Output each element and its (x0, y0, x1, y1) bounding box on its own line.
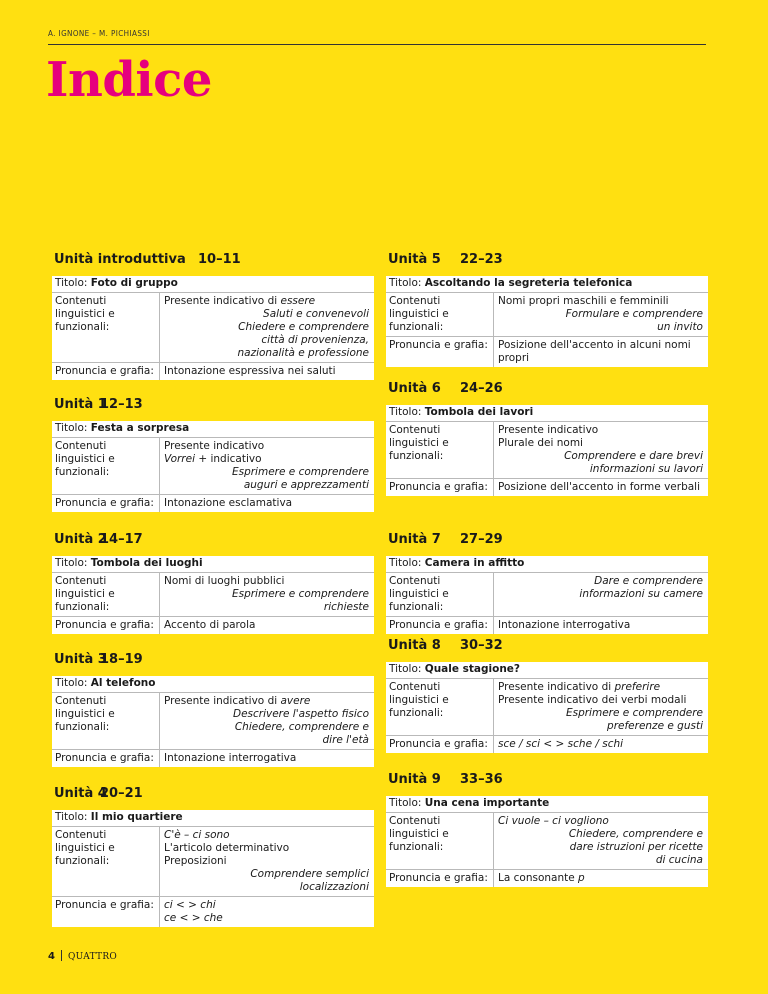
unit-name: Unità 9 (388, 772, 441, 787)
italic-text: preferire (614, 681, 661, 693)
unit-heading (52, 530, 374, 552)
content-line: Esprimere e comprendere (231, 588, 369, 600)
title-row (52, 276, 374, 293)
unit-name: Unità 3 (54, 652, 107, 667)
contenuti-label: Contenuti linguistici e funzionali: (386, 679, 494, 735)
unit-heading (52, 784, 374, 806)
contenuti-value (160, 293, 374, 362)
unit-table (386, 276, 708, 367)
unit-pages: 27–29 (460, 532, 503, 547)
content-line: auguri e apprezzamenti (243, 479, 369, 491)
unit-heading (52, 650, 374, 672)
unit-name: Unità 7 (388, 532, 441, 547)
content-line: Chiedere, comprendere e (234, 721, 369, 733)
unit-block (386, 379, 708, 496)
unit-heading (386, 530, 708, 552)
title-row (386, 276, 708, 293)
contenuti-value (160, 438, 374, 494)
contenuti-label: Contenuti linguistici e funzionali: (52, 293, 160, 362)
content-line: Descrivere l'aspetto fisico (232, 708, 369, 720)
content-line (498, 815, 705, 828)
activity-title: Camera in affitto (424, 557, 525, 569)
activity-title: Quale stagione? (424, 663, 521, 675)
content-line: Nomi di luoghi pubblici (164, 575, 285, 587)
title-row (52, 556, 374, 573)
italic-text: Ci vuole – ci vogliono (498, 815, 609, 827)
content-line: Comprendere e dare brevi (564, 450, 703, 462)
contenuti-label: Contenuti linguistici e funzionali: (386, 813, 494, 869)
content-line: Preposizioni (164, 855, 227, 867)
contenuti-value (160, 827, 374, 896)
unit-table (52, 556, 374, 634)
title-label: Titolo: (55, 557, 88, 569)
content-line: Vorrei + indicativo (164, 453, 262, 465)
content-line: Nomi propri maschili e femminili (498, 295, 669, 307)
content-line: Posizione dell'accento in alcuni nomi propri (498, 339, 691, 364)
unit-heading (386, 379, 708, 401)
title-row (52, 421, 374, 438)
unit-heading (386, 250, 708, 272)
content-line: Plurale dei nomi (498, 437, 583, 449)
unit-pages: 10–11 (198, 252, 241, 267)
unit-block (386, 250, 708, 367)
pronuncia-value (160, 750, 374, 767)
contenuti-value (494, 422, 708, 478)
activity-title: Foto di gruppo (90, 277, 178, 289)
title-label: Titolo: (55, 677, 88, 689)
pronuncia-value (494, 337, 708, 367)
unit-block (52, 784, 374, 927)
contenuti-label: Contenuti linguistici e funzionali: (52, 438, 160, 494)
unit-pages: 22–23 (460, 252, 503, 267)
unit-heading (52, 250, 374, 272)
italic-text: C'è – ci sono (164, 829, 230, 841)
contents-grid (52, 827, 374, 927)
contents-grid (52, 293, 374, 380)
content-line: Esprimere e comprendere (565, 707, 703, 719)
contenuti-label: Contenuti linguistici e funzionali: (52, 827, 160, 896)
activity-title: Tombola dei luoghi (90, 557, 203, 569)
unit-block (386, 636, 708, 753)
pronuncia-label: Pronuncia e grafia: (386, 617, 494, 634)
content-line: di cucina (655, 854, 703, 866)
content-line: Presente indicativo dei verbi modali (498, 694, 687, 706)
content-line: preferenze e gusti (607, 720, 703, 732)
title-label: Titolo: (389, 406, 422, 418)
content-line: Presente indicativo di avere (164, 695, 311, 707)
unit-block (52, 250, 374, 380)
title-label: Titolo: (389, 797, 422, 809)
contents-grid (52, 693, 374, 767)
content-line: città di provenienza, (261, 334, 369, 346)
unit-pages: 24–26 (460, 381, 503, 396)
content-line (164, 829, 371, 842)
unit-table (386, 662, 708, 753)
unit-block (52, 650, 374, 767)
unit-table (52, 421, 374, 512)
content-line: Accento di parola (164, 619, 256, 631)
pronuncia-label: Pronuncia e grafia: (52, 495, 160, 512)
content-line: L'articolo determinativo (164, 842, 290, 854)
content-line: Intonazione esclamativa (164, 497, 293, 509)
unit-table (52, 676, 374, 767)
contents-grid (386, 422, 708, 496)
italic-text: essere (280, 295, 316, 307)
unit-pages: 20–21 (100, 786, 143, 801)
unit-table (386, 556, 708, 634)
contents-grid (52, 573, 374, 634)
contenuti-label: Contenuti linguistici e funzionali: (386, 293, 494, 336)
pronuncia-label: Pronuncia e grafia: (52, 897, 160, 927)
pronuncia-value (160, 495, 374, 512)
title-label: Titolo: (55, 422, 88, 434)
contents-grid (386, 679, 708, 753)
unit-block (52, 530, 374, 634)
content-line: Dare e comprendere (594, 575, 703, 587)
unit-name: Unità 5 (388, 252, 441, 267)
content-line: Presente indicativo (498, 424, 599, 436)
unit-heading (386, 636, 708, 658)
contents-grid (386, 293, 708, 367)
activity-title: Al telefono (90, 677, 156, 689)
running-header-authors: A. IGNONE – M. PICHIASSI (48, 29, 150, 38)
content-line: nazionalità e professione (237, 347, 369, 359)
contenuti-value (160, 693, 374, 749)
content-line: Esprimere e comprendere (231, 466, 369, 478)
contenuti-label: Contenuti linguistici e funzionali: (52, 693, 160, 749)
content-line: Presente indicativo di essere (164, 295, 316, 307)
content-line: Formulare e comprendere (565, 308, 703, 320)
unit-table (52, 276, 374, 380)
page-footer (48, 950, 117, 962)
unit-pages: 12–13 (100, 397, 143, 412)
pronuncia-label: Pronuncia e grafia: (52, 617, 160, 634)
content-line: Intonazione interrogativa (498, 619, 631, 631)
unit-pages: 14–17 (100, 532, 143, 547)
activity-title: Il mio quartiere (90, 811, 183, 823)
content-line: dire l'età (322, 734, 369, 746)
pronuncia-label: Pronuncia e grafia: (52, 363, 160, 380)
unit-name: Unità 1 (54, 397, 107, 412)
activity-title: Festa a sorpresa (90, 422, 190, 434)
contenuti-value (494, 813, 708, 869)
title-row (386, 662, 708, 679)
unit-name: Unità 4 (54, 786, 107, 801)
title-row (386, 405, 708, 422)
content-line: Presente indicativo di preferire (498, 681, 661, 693)
unit-table (52, 810, 374, 927)
pronuncia-label: Pronuncia e grafia: (386, 479, 494, 496)
activity-title: Tombola dei lavori (424, 406, 534, 418)
content-line: Saluti e convenevoli (263, 308, 369, 320)
unit-name: Unità introduttiva (54, 252, 186, 267)
pronuncia-value (494, 870, 708, 887)
unit-block (52, 395, 374, 512)
content-line: Comprendere semplici (250, 868, 369, 880)
content-line: La consonante p (498, 872, 585, 884)
header-rule (48, 44, 706, 45)
contents-grid (386, 573, 708, 634)
italic-text: sce / sci < > sche / schi (498, 738, 624, 750)
unit-block (386, 530, 708, 634)
content-line: localizzazioni (299, 881, 369, 893)
contents-grid (386, 813, 708, 887)
unit-table (386, 405, 708, 496)
pronuncia-value (160, 897, 374, 927)
pronuncia-value (494, 736, 708, 753)
contenuti-label: Contenuti linguistici e funzionali: (52, 573, 160, 616)
contenuti-value (494, 293, 708, 336)
unit-pages: 33–36 (460, 772, 503, 787)
unit-name: Unità 8 (388, 638, 441, 653)
title-label: Titolo: (55, 277, 88, 289)
pronuncia-label: Pronuncia e grafia: (386, 736, 494, 753)
pronuncia-value (494, 479, 708, 496)
title-row (52, 676, 374, 693)
contents-grid (52, 438, 374, 512)
unit-pages: 30–32 (460, 638, 503, 653)
page-number: 4 (48, 951, 55, 962)
contenuti-value (494, 679, 708, 735)
title-label: Titolo: (389, 277, 422, 289)
contenuti-value (494, 573, 708, 616)
italic-text: ci < > chi (164, 899, 216, 911)
content-line: informazioni su camere (579, 588, 703, 600)
content-line: Presente indicativo (164, 440, 265, 452)
content-line (498, 738, 705, 751)
contenuti-value (160, 573, 374, 616)
content-line: Posizione dell'accento in forme verbali (498, 481, 701, 493)
italic-text: Vorrei (164, 453, 196, 465)
content-line: Intonazione espressiva nei saluti (164, 365, 336, 377)
italic-text: ce < > che (164, 912, 223, 924)
content-line (164, 912, 371, 925)
title-row (386, 796, 708, 813)
unit-heading (52, 395, 374, 417)
content-line: un invito (657, 321, 703, 333)
unit-name: Unità 2 (54, 532, 107, 547)
unit-table (386, 796, 708, 887)
title-label: Titolo: (55, 811, 88, 823)
unit-pages: 18–19 (100, 652, 143, 667)
pronuncia-label: Pronuncia e grafia: (52, 750, 160, 767)
content-line: richieste (323, 601, 369, 613)
pronuncia-label: Pronuncia e grafia: (386, 870, 494, 887)
italic-text: p (578, 872, 585, 884)
footer-divider (61, 950, 62, 961)
page-title: Indice (46, 52, 212, 108)
title-label: Titolo: (389, 663, 422, 675)
title-row (52, 810, 374, 827)
contenuti-label: Contenuti linguistici e funzionali: (386, 422, 494, 478)
title-label: Titolo: (389, 557, 422, 569)
contenuti-label: Contenuti linguistici e funzionali: (386, 573, 494, 616)
pronuncia-value (160, 617, 374, 634)
content-line: informazioni su lavori (589, 463, 703, 475)
italic-text: avere (280, 695, 311, 707)
content-line: Chiedere, comprendere e (568, 828, 703, 840)
activity-title: Una cena importante (424, 797, 550, 809)
pronuncia-label: Pronuncia e grafia: (386, 337, 494, 367)
content-line (164, 899, 371, 912)
content-line: dare istruzioni per ricette (569, 841, 703, 853)
unit-heading (386, 770, 708, 792)
content-line: Intonazione interrogativa (164, 752, 297, 764)
content-line: Chiedere e comprendere (238, 321, 369, 333)
pronuncia-value (494, 617, 708, 634)
unit-block (386, 770, 708, 887)
title-row (386, 556, 708, 573)
pronuncia-value (160, 363, 374, 380)
activity-title: Ascoltando la segreteria telefonica (424, 277, 633, 289)
unit-name: Unità 6 (388, 381, 441, 396)
book-name: QUATTRO (67, 952, 118, 962)
